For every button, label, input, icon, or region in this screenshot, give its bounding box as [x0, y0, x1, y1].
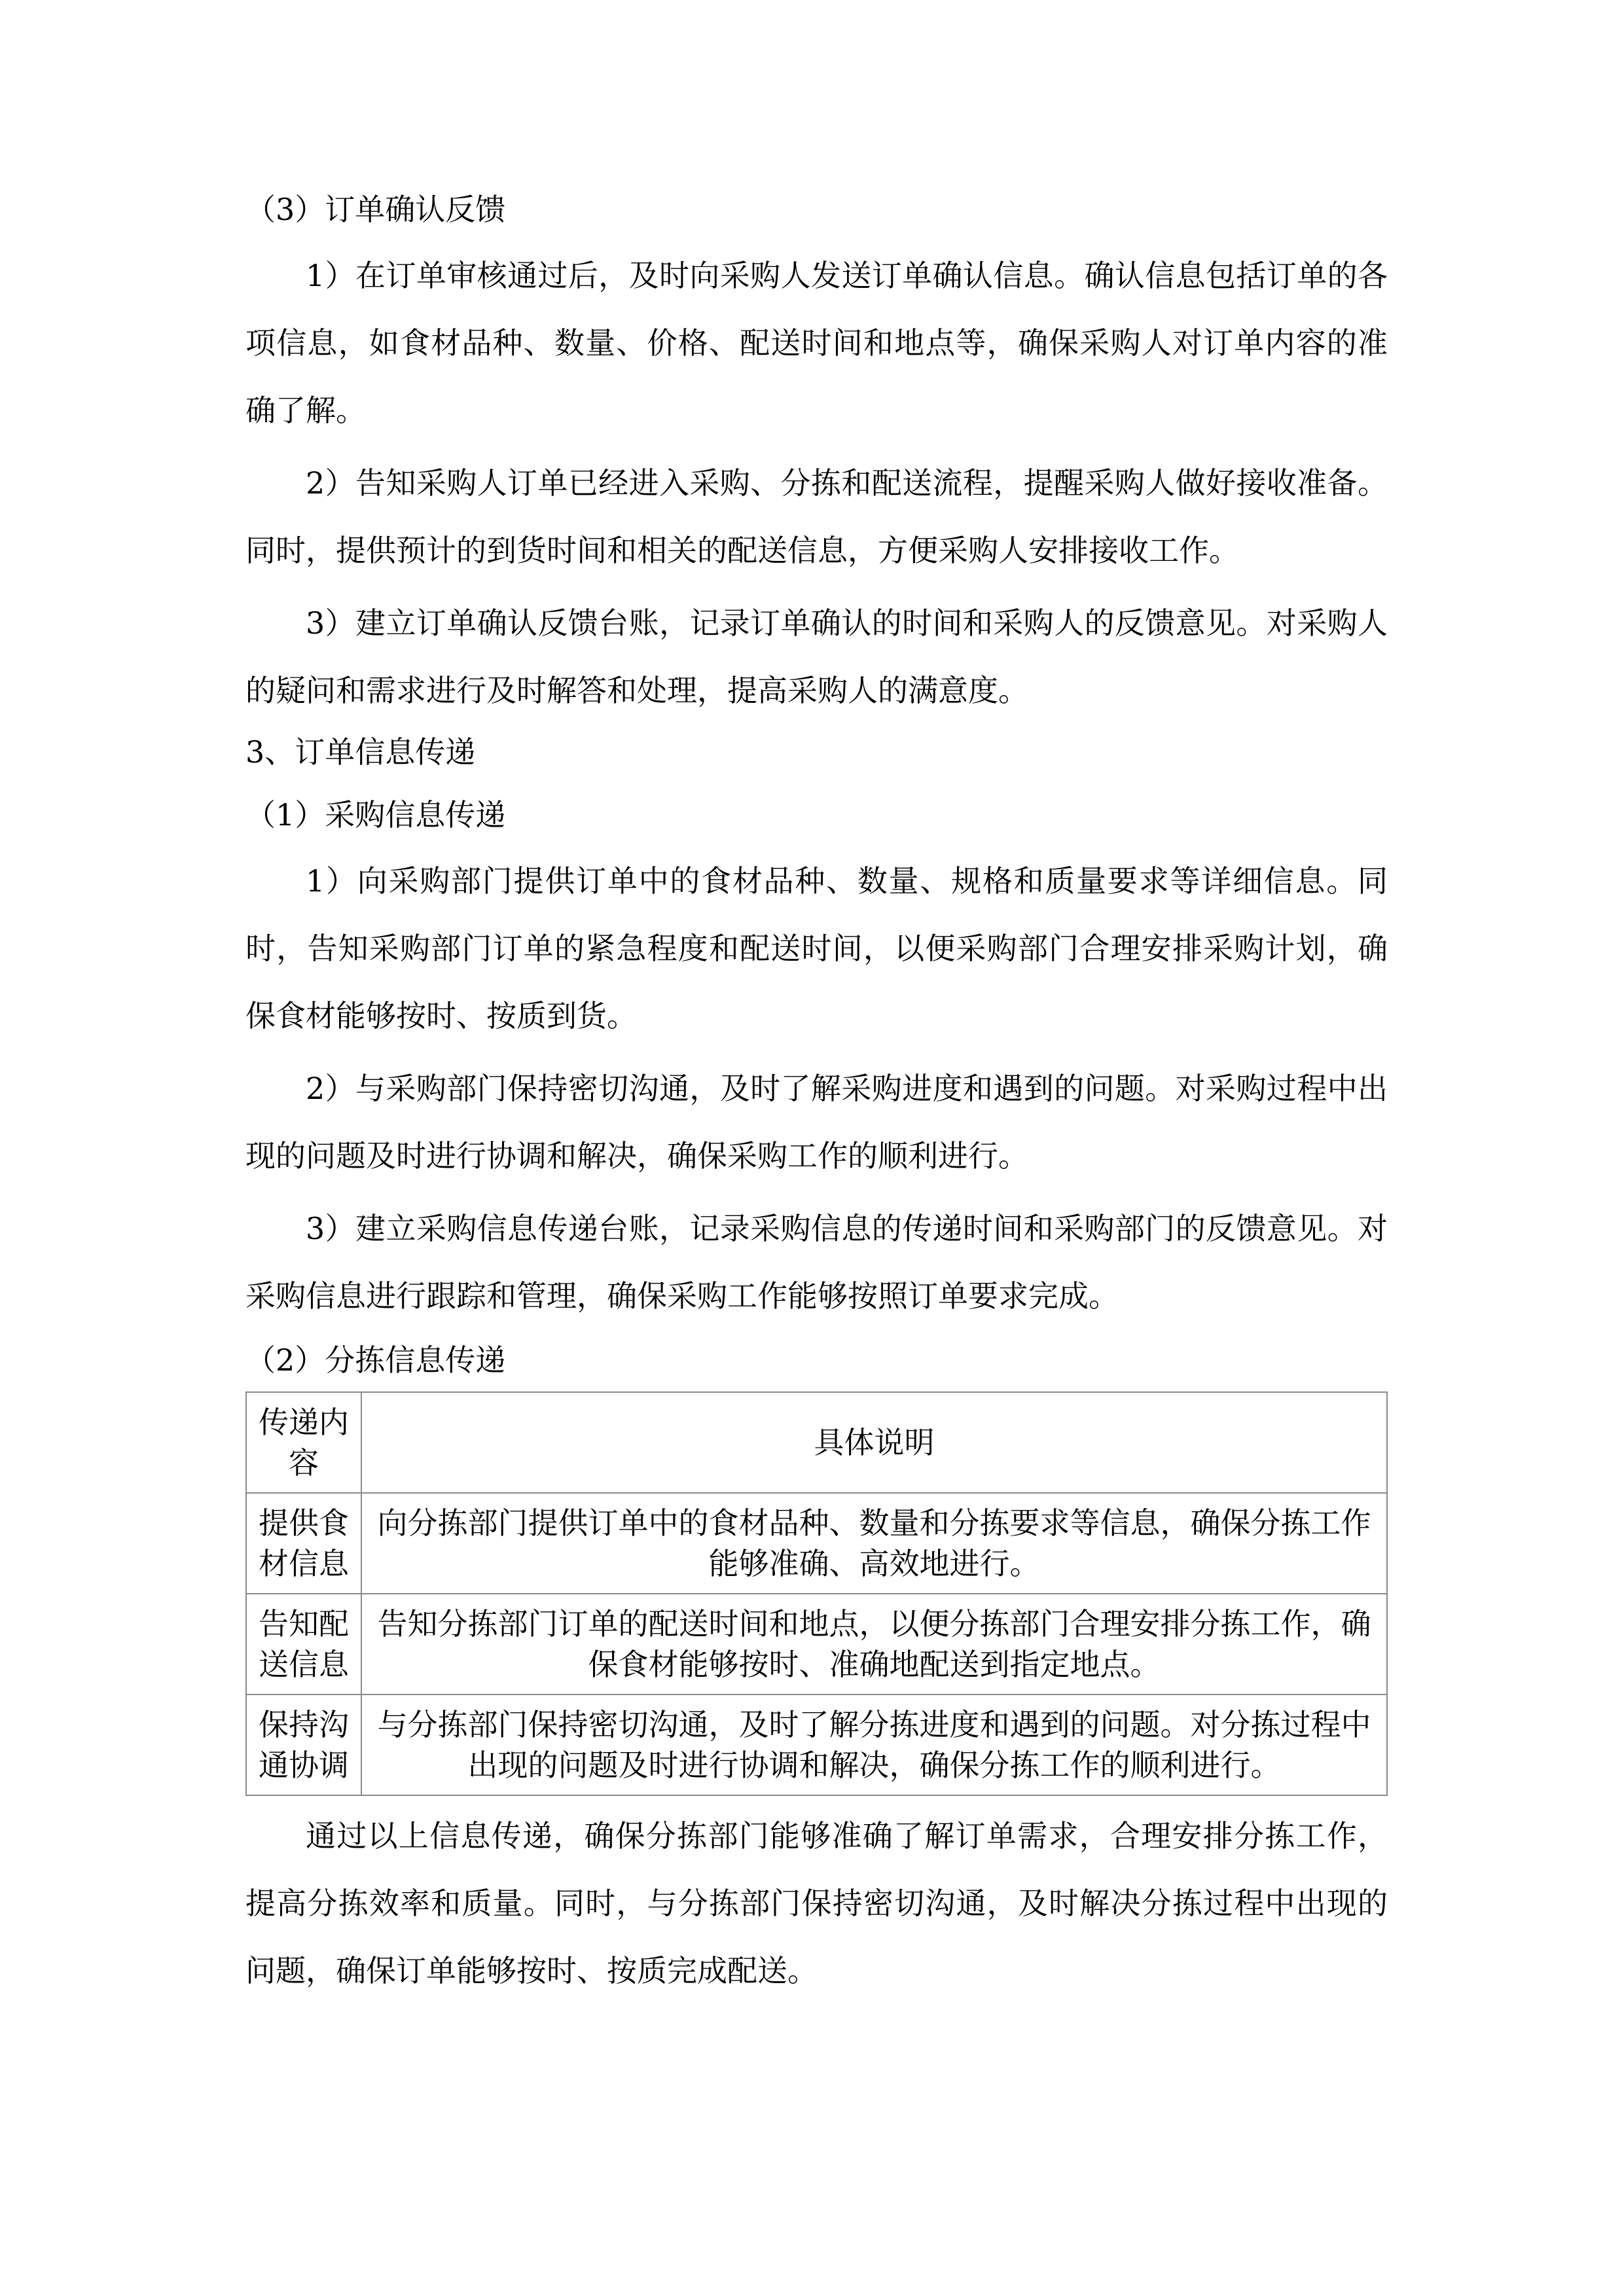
paragraph-purchase-2: 2）与采购部门保持密切沟通，及时了解采购进度和遇到的问题。对采购过程中出现的问题及时进行协调和解决，确保采购工作的顺利进行。 — [245, 1071, 1388, 1174]
page-content — [245, 190, 1388, 2005]
paragraph-sorting-summary: 通过以上信息传递，确保分拣部门能够准确了解订单需求，合理安排分拣工作，提高分拣效率和质量。同时，与分拣部门保持密切沟通，及时解决分拣过程中出现的问题，确保订单能够按时、按质完成配送。 — [245, 1818, 1388, 1988]
heading-order-confirmation-feedback: （3）订单确认反馈 — [245, 192, 506, 227]
table-header-row — [246, 1392, 1387, 1493]
paragraph-purchase-3: 3）建立采购信息传递台账，记录采购信息的传递时间和采购部门的反馈意见。对采购信息进行跟踪和管理，确保采购工作能够按照订单要求完成。 — [245, 1211, 1388, 1314]
table-row — [246, 1594, 1387, 1695]
table-cell-description: 告知分拣部门订单的配送时间和地点，以便分拣部门合理安排分拣工作，确保食材能够按时、准确地配送到指定地点。 — [361, 1594, 1387, 1695]
table-cell-content: 告知配送信息 — [246, 1594, 361, 1695]
paragraph-confirmation-2: 2）告知采购人订单已经进入采购、分拣和配送流程，提醒采购人做好接收准备。同时，提供预计的到货时间和相关的配送信息，方便采购人安排接收工作。 — [245, 465, 1388, 568]
heading-order-info-transfer: 3、订单信息传递 — [245, 734, 476, 770]
table-cell-content: 保持沟通协调 — [246, 1695, 361, 1795]
table-header-cell: 具体说明 — [361, 1392, 1387, 1493]
table-row — [246, 1695, 1387, 1795]
table-header-cell: 传递内容 — [246, 1392, 361, 1493]
table-cell-content: 提供食材信息 — [246, 1493, 361, 1594]
table-cell-description: 与分拣部门保持密切沟通，及时了解分拣进度和遇到的问题。对分拣过程中出现的问题及时进行协调和解决，确保分拣工作的顺利进行。 — [361, 1695, 1387, 1795]
sorting-info-table-wrapper — [245, 1391, 1388, 1796]
paragraph-confirmation-3: 3）建立订单确认反馈台账，记录订单确认的时间和采购人的反馈意见。对采购人的疑问和需求进行及时解答和处理，提高采购人的满意度。 — [245, 605, 1388, 708]
heading-sorting-info-transfer: （2）分拣信息传递 — [245, 1342, 506, 1378]
table-cell-description: 向分拣部门提供订单中的食材品种、数量和分拣要求等信息，确保分拣工作能够准确、高效地进行。 — [361, 1493, 1387, 1594]
paragraph-purchase-1: 1）向采购部门提供订单中的食材品种、数量、规格和质量要求等详细信息。同时，告知采购部门订单的紧急程度和配送时间，以便采购部门合理安排采购计划，确保食材能够按时、按质到货。 — [245, 863, 1388, 1033]
sorting-info-table — [245, 1391, 1388, 1796]
heading-purchase-info-transfer: （1）采购信息传递 — [245, 797, 506, 833]
table-row — [246, 1493, 1387, 1594]
paragraph-confirmation-1: 1）在订单审核通过后，及时向采购人发送订单确认信息。确认信息包括订单的各项信息，如食材品种、数量、价格、配送时间和地点等，确保采购人对订单内容的准确了解。 — [245, 258, 1388, 428]
